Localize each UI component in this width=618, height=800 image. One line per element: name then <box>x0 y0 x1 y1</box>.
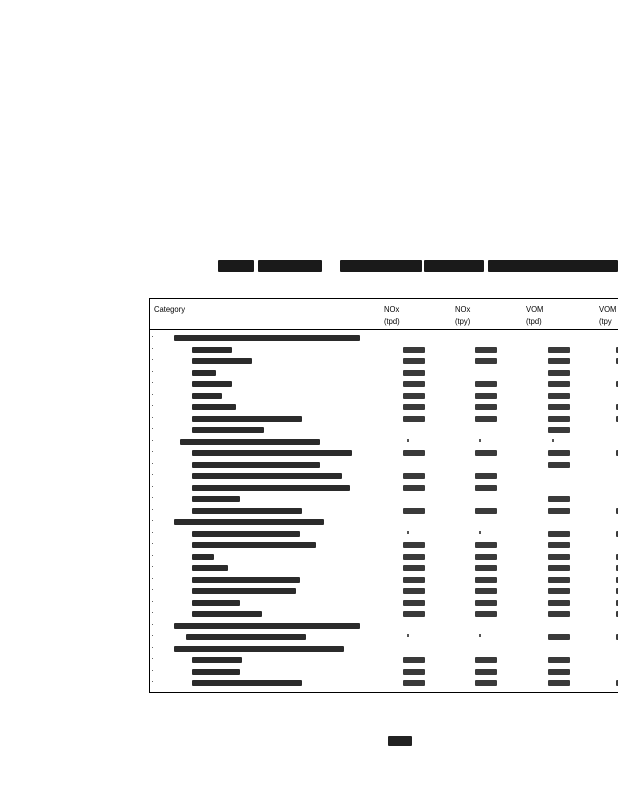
cell-value-glyphs <box>548 680 570 686</box>
header-category: Category <box>154 304 186 314</box>
row-dot <box>152 371 153 372</box>
row-dot <box>152 382 153 383</box>
document-title <box>218 258 618 274</box>
row-label-glyphs <box>192 680 302 686</box>
cell-value-glyphs <box>403 416 425 422</box>
row-label-glyphs <box>192 381 232 387</box>
header-nox-tpy: NOx <box>455 304 471 314</box>
cell-value-glyphs <box>403 577 425 583</box>
header-vom-tpd-unit: (tpd) <box>526 316 542 326</box>
row-label-glyphs <box>192 542 316 548</box>
table-row <box>150 574 618 586</box>
row-dot <box>152 555 153 556</box>
header-vom-tpy-unit: (tpy <box>599 316 612 326</box>
row-label-glyphs <box>174 646 344 652</box>
row-dot <box>152 543 153 544</box>
row-dot <box>152 509 153 510</box>
table-row <box>150 516 618 528</box>
cell-value-glyphs <box>548 508 570 514</box>
header-nox-tpy-unit: (tpy) <box>455 316 471 326</box>
row-dot <box>152 336 153 337</box>
table-row <box>150 482 618 494</box>
cell-value-glyphs <box>403 669 425 675</box>
cell-value-glyphs <box>548 634 570 640</box>
row-dot <box>152 624 153 625</box>
cell-value-glyphs <box>548 554 570 560</box>
row-label-glyphs <box>174 623 360 629</box>
row-label-glyphs <box>192 565 228 571</box>
cell-value-glyphs <box>403 485 425 491</box>
row-dot <box>152 463 153 464</box>
cell-value-glyphs <box>548 669 570 675</box>
header-nox-tpd: NOx <box>384 304 400 314</box>
row-label-glyphs <box>174 519 324 525</box>
table-row <box>150 643 618 655</box>
table-row <box>150 597 618 609</box>
table-row <box>150 378 618 390</box>
row-dot <box>152 601 153 602</box>
cell-value-glyphs <box>475 600 497 606</box>
cell-value-glyphs <box>475 381 497 387</box>
row-dot <box>152 417 153 418</box>
cell-value-glyphs <box>475 611 497 617</box>
cell-value-glyphs <box>403 358 425 364</box>
table-row <box>150 390 618 402</box>
title-glyphs <box>218 260 254 272</box>
row-dot <box>152 532 153 533</box>
row-label-glyphs <box>192 577 300 583</box>
cell-tick <box>407 531 409 534</box>
row-label-glyphs <box>192 393 222 399</box>
row-label-glyphs <box>192 404 236 410</box>
cell-value-glyphs <box>403 347 425 353</box>
row-dot <box>152 405 153 406</box>
table-row <box>150 332 618 344</box>
row-dot <box>152 566 153 567</box>
title-glyphs <box>488 260 618 272</box>
cell-value-glyphs <box>548 450 570 456</box>
cell-value-glyphs <box>548 370 570 376</box>
row-label-glyphs <box>192 347 232 353</box>
cell-value-glyphs <box>548 358 570 364</box>
row-dot <box>152 474 153 475</box>
table-row <box>150 562 618 574</box>
cell-value-glyphs <box>475 358 497 364</box>
cell-value-glyphs <box>403 450 425 456</box>
row-dot <box>152 486 153 487</box>
cell-value-glyphs <box>403 554 425 560</box>
table-row <box>150 470 618 482</box>
cell-value-glyphs <box>403 680 425 686</box>
table-row <box>150 505 618 517</box>
cell-value-glyphs <box>475 669 497 675</box>
cell-value-glyphs <box>548 600 570 606</box>
cell-tick <box>479 531 481 534</box>
cell-value-glyphs <box>475 404 497 410</box>
table-row <box>150 677 618 689</box>
cell-value-glyphs <box>475 588 497 594</box>
cell-value-glyphs <box>475 554 497 560</box>
row-label-glyphs <box>192 473 342 479</box>
row-label-glyphs <box>192 462 320 468</box>
row-dot <box>152 359 153 360</box>
cell-value-glyphs <box>475 680 497 686</box>
cell-value-glyphs <box>475 508 497 514</box>
header-vom-tpd: VOM <box>526 304 544 314</box>
row-label-glyphs <box>192 669 240 675</box>
row-dot <box>152 440 153 441</box>
cell-value-glyphs <box>403 381 425 387</box>
cell-value-glyphs <box>548 542 570 548</box>
row-dot <box>152 589 153 590</box>
cell-value-glyphs <box>548 657 570 663</box>
cell-value-glyphs <box>475 657 497 663</box>
table-row <box>150 631 618 643</box>
table-row <box>150 585 618 597</box>
table-row <box>150 424 618 436</box>
cell-value-glyphs <box>475 416 497 422</box>
cell-value-glyphs <box>403 565 425 571</box>
row-label-glyphs <box>192 358 252 364</box>
row-label-glyphs <box>192 496 240 502</box>
table-row <box>150 344 618 356</box>
cell-tick <box>479 439 481 442</box>
cell-value-glyphs <box>475 473 497 479</box>
row-label-glyphs <box>186 634 306 640</box>
row-label-glyphs <box>192 554 214 560</box>
emissions-table <box>149 298 618 693</box>
row-label-glyphs <box>192 485 350 491</box>
header-nox-tpd-unit: (tpd) <box>384 316 400 326</box>
table-row <box>150 608 618 620</box>
row-dot <box>152 497 153 498</box>
table-row <box>150 551 618 563</box>
row-label-glyphs <box>192 450 352 456</box>
row-dot <box>152 681 153 682</box>
table-row <box>150 413 618 425</box>
header-rule <box>150 329 618 330</box>
cell-value-glyphs <box>475 542 497 548</box>
row-label-glyphs <box>192 531 300 537</box>
cell-value-glyphs <box>475 393 497 399</box>
cell-value-glyphs <box>475 450 497 456</box>
cell-value-glyphs <box>548 427 570 433</box>
table-row <box>150 528 618 540</box>
cell-value-glyphs <box>403 370 425 376</box>
cell-value-glyphs <box>403 393 425 399</box>
row-dot <box>152 647 153 648</box>
row-label-glyphs <box>192 427 264 433</box>
table-row <box>150 620 618 632</box>
cell-tick <box>407 634 409 637</box>
table-row <box>150 459 618 471</box>
row-dot <box>152 578 153 579</box>
row-dot <box>152 635 153 636</box>
row-dot <box>152 394 153 395</box>
cell-value-glyphs <box>548 416 570 422</box>
row-dot <box>152 428 153 429</box>
table-row <box>150 401 618 413</box>
table-row <box>150 539 618 551</box>
table-row <box>150 367 618 379</box>
header-vom-tpy: VOM <box>599 304 617 314</box>
cell-tick <box>479 634 481 637</box>
table-row <box>150 436 618 448</box>
row-label-glyphs <box>192 588 296 594</box>
cell-value-glyphs <box>548 588 570 594</box>
cell-value-glyphs <box>403 473 425 479</box>
table-row <box>150 447 618 459</box>
cell-value-glyphs <box>475 565 497 571</box>
table-row <box>150 666 618 678</box>
table-row <box>150 355 618 367</box>
title-glyphs <box>258 260 322 272</box>
cell-value-glyphs <box>403 404 425 410</box>
page-number <box>388 736 412 746</box>
row-label-glyphs <box>192 600 240 606</box>
title-glyphs <box>340 260 422 272</box>
cell-tick <box>552 439 554 442</box>
row-label-glyphs <box>174 335 360 341</box>
cell-value-glyphs <box>403 657 425 663</box>
row-label-glyphs <box>192 611 262 617</box>
row-dot <box>152 520 153 521</box>
row-dot <box>152 670 153 671</box>
cell-value-glyphs <box>403 508 425 514</box>
cell-value-glyphs <box>475 485 497 491</box>
cell-value-glyphs <box>475 577 497 583</box>
row-dot <box>152 451 153 452</box>
cell-value-glyphs <box>403 588 425 594</box>
row-label-glyphs <box>180 439 320 445</box>
cell-value-glyphs <box>548 531 570 537</box>
table-row <box>150 654 618 666</box>
cell-value-glyphs <box>548 462 570 468</box>
cell-value-glyphs <box>548 347 570 353</box>
cell-tick <box>407 439 409 442</box>
row-label-glyphs <box>192 657 242 663</box>
table-row <box>150 493 618 505</box>
cell-value-glyphs <box>403 542 425 548</box>
cell-value-glyphs <box>548 381 570 387</box>
row-label-glyphs <box>192 370 216 376</box>
cell-value-glyphs <box>548 404 570 410</box>
row-dot <box>152 612 153 613</box>
cell-value-glyphs <box>548 393 570 399</box>
cell-value-glyphs <box>475 347 497 353</box>
row-dot <box>152 658 153 659</box>
cell-value-glyphs <box>548 577 570 583</box>
row-label-glyphs <box>192 416 302 422</box>
row-dot <box>152 348 153 349</box>
cell-value-glyphs <box>403 611 425 617</box>
cell-value-glyphs <box>403 600 425 606</box>
cell-value-glyphs <box>548 611 570 617</box>
row-label-glyphs <box>192 508 302 514</box>
cell-value-glyphs <box>548 565 570 571</box>
title-glyphs <box>424 260 484 272</box>
cell-value-glyphs <box>548 496 570 502</box>
